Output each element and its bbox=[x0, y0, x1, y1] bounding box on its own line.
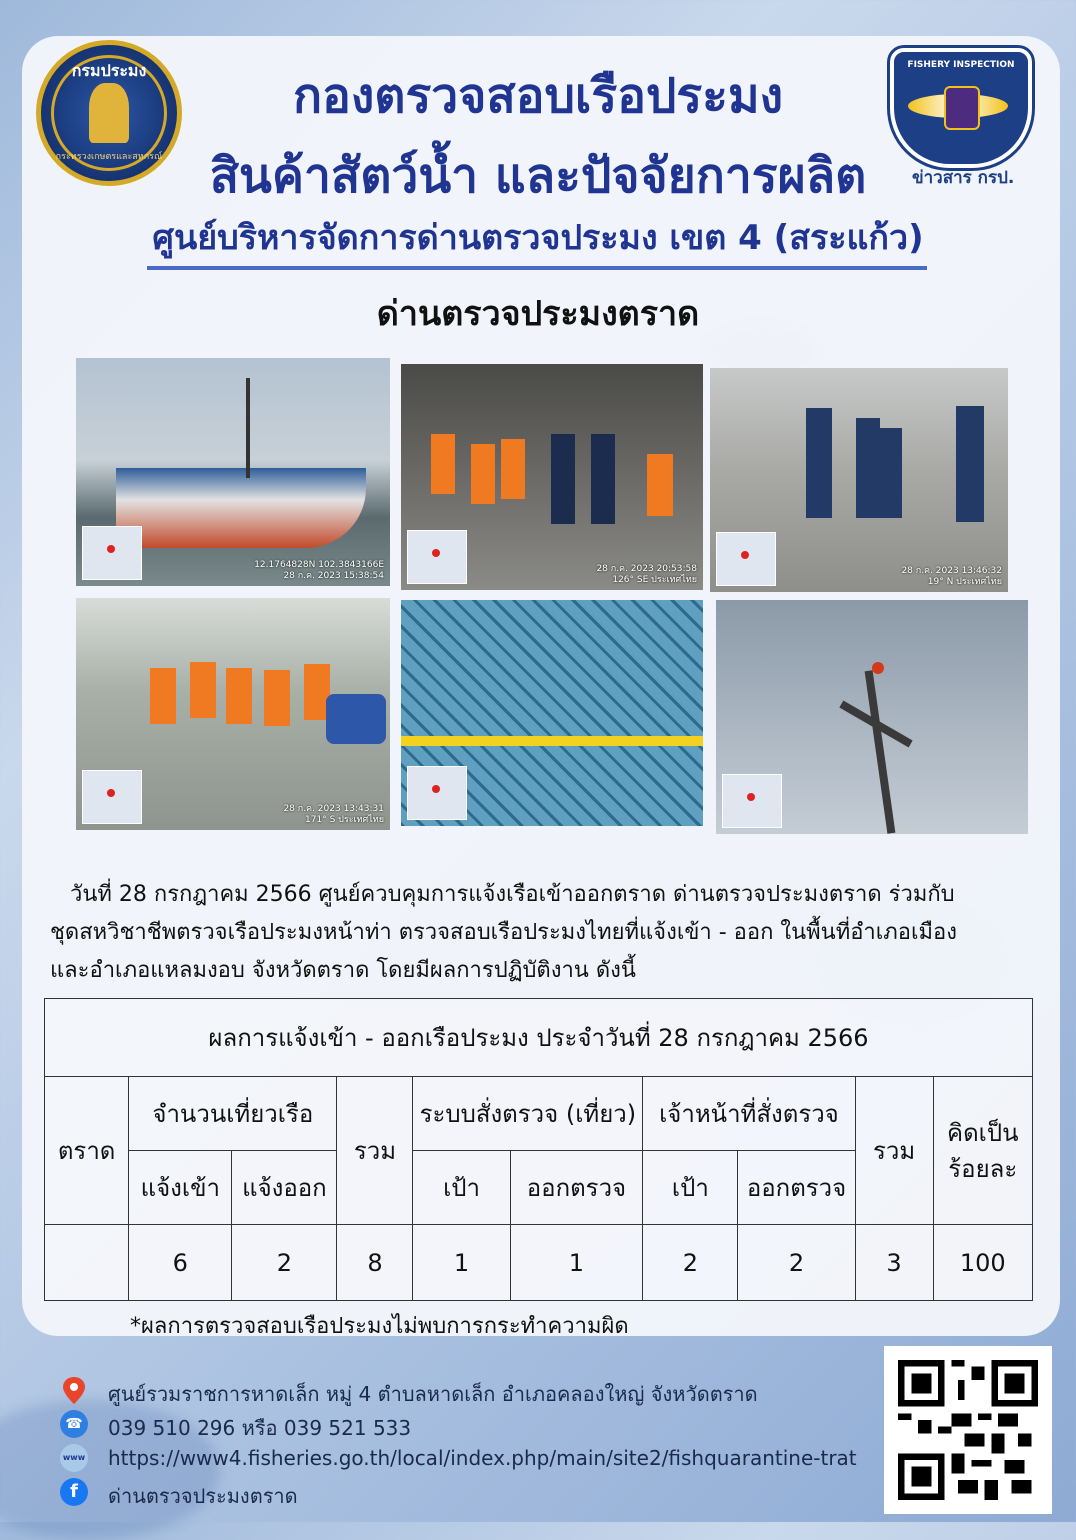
map-inset-icon bbox=[82, 770, 142, 824]
photo-fishing-net-measure bbox=[401, 600, 703, 826]
measuring-tape-shape bbox=[401, 736, 703, 746]
results-table bbox=[44, 998, 1033, 1301]
header-officer-inspect: ออกตรวจ bbox=[738, 1151, 855, 1225]
badge-caption: ข่าวสาร กรป. bbox=[912, 168, 1015, 188]
body-paragraph-line-1: วันที่ 28 กรกฎาคม 2566 ศูนย์ควบคุมการแจ้งเรือเข้าออกตราด ด่านตรวจประมงตราด ร่วมกับ bbox=[70, 882, 955, 907]
photo-officers-pier bbox=[710, 368, 1008, 592]
photo-crew-inspection-night bbox=[401, 364, 703, 590]
facebook-icon: f bbox=[60, 1478, 88, 1506]
badge-arc-text: FISHERY INSPECTION bbox=[907, 60, 1015, 70]
map-inset-icon bbox=[722, 774, 782, 828]
header-officer-target: เป้า bbox=[643, 1151, 738, 1225]
footnote: *ผลการตรวจสอบเรือประมงไม่พบการกระทำความผิด bbox=[130, 1314, 629, 1339]
contact-phone: ☎ 039 510 296 หรือ 039 521 533 bbox=[60, 1410, 860, 1444]
cell-notify-in: 6 bbox=[129, 1225, 232, 1301]
photo-stamp: 28 ก.ค. 2023 20:53:58 126° SE ประเทศไทย bbox=[596, 563, 697, 585]
title-line-1: กองตรวจสอบเรือประมง bbox=[292, 68, 784, 124]
map-pin-icon bbox=[60, 1376, 88, 1404]
cell-notify-out: 2 bbox=[232, 1225, 337, 1301]
page-subtitle: ด่านตรวจประมงตราด bbox=[376, 294, 700, 334]
map-inset-icon bbox=[407, 766, 467, 820]
officer-shape bbox=[880, 428, 902, 518]
header-system-target: เป้า bbox=[413, 1151, 510, 1225]
mast-light-shape bbox=[872, 662, 884, 674]
header-notify-in: แจ้งเข้า bbox=[129, 1151, 232, 1225]
header-group-system: ระบบสั่งตรวจ (เที่ยว) bbox=[413, 1077, 643, 1151]
table-row bbox=[45, 1225, 1033, 1301]
cell-officer-target: 2 bbox=[643, 1225, 738, 1301]
table-caption: ผลการแจ้งเข้า - ออกเรือประมง ประจำวันที่ 28 กรกฎาคม 2566 bbox=[45, 999, 1033, 1077]
contact-address: ศูนย์รวมราชการหาดเล็ก หมู่ 4 ตำบลหาดเล็ก อำเภอคลองใหญ่ จังหวัดตราด bbox=[60, 1376, 860, 1410]
blue-barrels-shape bbox=[326, 694, 386, 744]
title-line-2: สินค้าสัตว์น้ำ และปัจจัยการผลิต bbox=[209, 148, 867, 204]
contact-website[interactable]: www https://www4.fisheries.go.th/local/index.php/main/site2/fishquarantine-trat bbox=[60, 1444, 860, 1478]
life-vest-shape bbox=[431, 434, 455, 494]
photo-stamp: 12.1764828N 102.3843166E 28 ก.ค. 2023 15:38:54 bbox=[254, 559, 384, 581]
photo-crew-lineup bbox=[76, 598, 390, 830]
title-divider bbox=[147, 266, 927, 270]
header-total: รวม bbox=[337, 1077, 413, 1225]
boat-hull-shape bbox=[116, 468, 366, 548]
www-icon: www bbox=[60, 1444, 88, 1472]
header-group-trips: จำนวนเที่ยวเรือ bbox=[129, 1077, 337, 1151]
map-inset-icon bbox=[716, 532, 776, 586]
life-vest-shape bbox=[190, 662, 216, 718]
qr-code bbox=[884, 1346, 1052, 1514]
boat-mast-shape bbox=[246, 378, 250, 478]
life-vest-shape bbox=[226, 668, 252, 724]
map-inset-icon bbox=[407, 530, 467, 584]
cell-total-2: 3 bbox=[855, 1225, 933, 1301]
header-system-inspect: ออกตรวจ bbox=[510, 1151, 643, 1225]
officer-shape bbox=[551, 434, 575, 524]
officer-shape bbox=[956, 406, 984, 522]
life-vest-shape bbox=[264, 670, 290, 726]
seal-top-text: กรมประมง bbox=[71, 61, 147, 80]
seal-bottom-text: กระทรวงเกษตรและสหกรณ์ bbox=[55, 152, 163, 162]
life-vest-shape bbox=[501, 439, 525, 499]
body-paragraph-line-2: ชุดสหวิชาชีพตรวจเรือประมงหน้าท่า ตรวจสอบเรือประมงไทยที่แจ้งเข้า - ออก ในพื้นที่อำเภอเมือง bbox=[50, 920, 957, 945]
header-group-officer: เจ้าหน้าที่สั่งตรวจ bbox=[643, 1077, 855, 1151]
map-inset-icon bbox=[82, 526, 142, 580]
contact-facebook[interactable]: f ด่านตรวจประมงตราด bbox=[60, 1478, 860, 1512]
cell-officer-inspect: 2 bbox=[738, 1225, 855, 1301]
cell-system-inspect: 1 bbox=[510, 1225, 643, 1301]
life-vest-shape bbox=[150, 668, 176, 724]
cell-system-target: 1 bbox=[413, 1225, 510, 1301]
body-paragraph-line-3: และอำเภอแหลมงอบ จังหวัดตราด โดยมีผลการปฏิบัติงาน ดังนี้ bbox=[50, 958, 636, 983]
photo-stamp: 28 ก.ค. 2023 13:43:31 171° S ประเทศไทย bbox=[283, 803, 384, 825]
life-vest-shape bbox=[647, 454, 673, 516]
cell-station-empty bbox=[45, 1225, 129, 1301]
title-line-3: ศูนย์บริหารจัดการด่านตรวจประมง เขต 4 (สระแก้ว) bbox=[152, 218, 924, 258]
officer-shape bbox=[591, 434, 615, 524]
photo-fishing-boat bbox=[76, 358, 390, 586]
photo-stamp: 28 ก.ค. 2023 13:46:32 19° N ประเทศไทย bbox=[901, 565, 1002, 587]
officer-shape bbox=[806, 408, 832, 518]
officer-shape bbox=[856, 418, 880, 518]
header-total-2: รวม bbox=[855, 1077, 933, 1225]
cell-percent: 100 bbox=[933, 1225, 1032, 1301]
mast-pole-shape bbox=[865, 670, 896, 834]
photo-boat-mast-sky bbox=[716, 600, 1028, 834]
header-station: ตราด bbox=[45, 1077, 129, 1225]
header-percent: คิดเป็น ร้อยละ bbox=[933, 1077, 1032, 1225]
phone-icon: ☎ bbox=[60, 1410, 88, 1438]
life-vest-shape bbox=[471, 444, 495, 504]
header-notify-out: แจ้งออก bbox=[232, 1151, 337, 1225]
cell-total: 8 bbox=[337, 1225, 413, 1301]
